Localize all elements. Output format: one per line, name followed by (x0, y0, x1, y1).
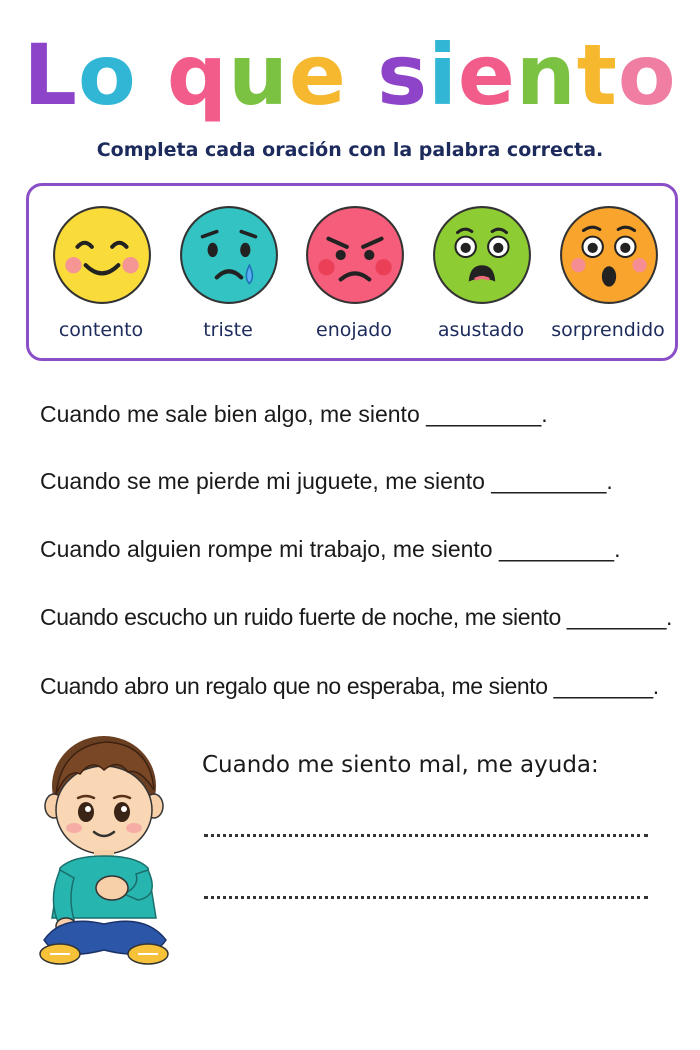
emotion-card-contento (38, 186, 164, 358)
emotion-card-enojado (291, 186, 417, 358)
scared-face-icon (431, 204, 533, 306)
emotion-label-asustado: asustado (437, 319, 525, 341)
sentence-3: Cuando alguien rompe mi trabajo, me siento _________. (40, 536, 621, 562)
title-letter: o (77, 26, 137, 124)
title-letter: n (515, 26, 577, 124)
sentence-5: Cuando abro un regalo que no esperaba, me siento ________. (40, 673, 659, 699)
title-letter: L (23, 26, 78, 124)
instructions-subtitle: Completa cada oración con la palabra correcta. (96, 139, 604, 161)
sad-face-icon (178, 204, 280, 306)
answer-line-2[interactable] (204, 896, 648, 899)
sentence-1: Cuando me sale bien algo, me siento _________. (40, 401, 548, 427)
emotion-label-sorprendido: sorprendido (551, 319, 665, 341)
page-title (0, 26, 700, 124)
surprised-face-icon (558, 204, 660, 306)
happy-face-icon (51, 204, 153, 306)
answer-line-1[interactable] (204, 834, 648, 837)
emotion-vocabulary-box (26, 183, 678, 361)
emotion-card-asustado (418, 186, 544, 358)
emotion-card-sorprendido (545, 186, 671, 358)
emotion-label-enojado: enojado (316, 319, 392, 341)
boy-illustration (32, 728, 177, 973)
title-letter: t (576, 26, 618, 124)
title-letter: q (166, 26, 229, 124)
sentence-4: Cuando escucho un ruido fuerte de noche, me siento ________. (40, 604, 672, 630)
title-letter: s (377, 26, 429, 124)
title-letter: i (428, 26, 458, 124)
title-space (137, 30, 167, 120)
title-letter: e (288, 26, 347, 124)
title-space (347, 30, 377, 120)
emotion-label-contento: contento (58, 319, 144, 341)
help-prompt: Cuando me siento mal, me ayuda: (202, 752, 599, 778)
emotion-label-triste: triste (203, 319, 253, 341)
title-letter: e (457, 26, 516, 124)
title-letter: o (617, 26, 677, 124)
angry-face-icon (304, 204, 406, 306)
emotion-card-triste (165, 186, 291, 358)
title-letter: u (228, 26, 289, 124)
sentence-2: Cuando se me pierde mi juguete, me siento _________. (40, 468, 613, 494)
